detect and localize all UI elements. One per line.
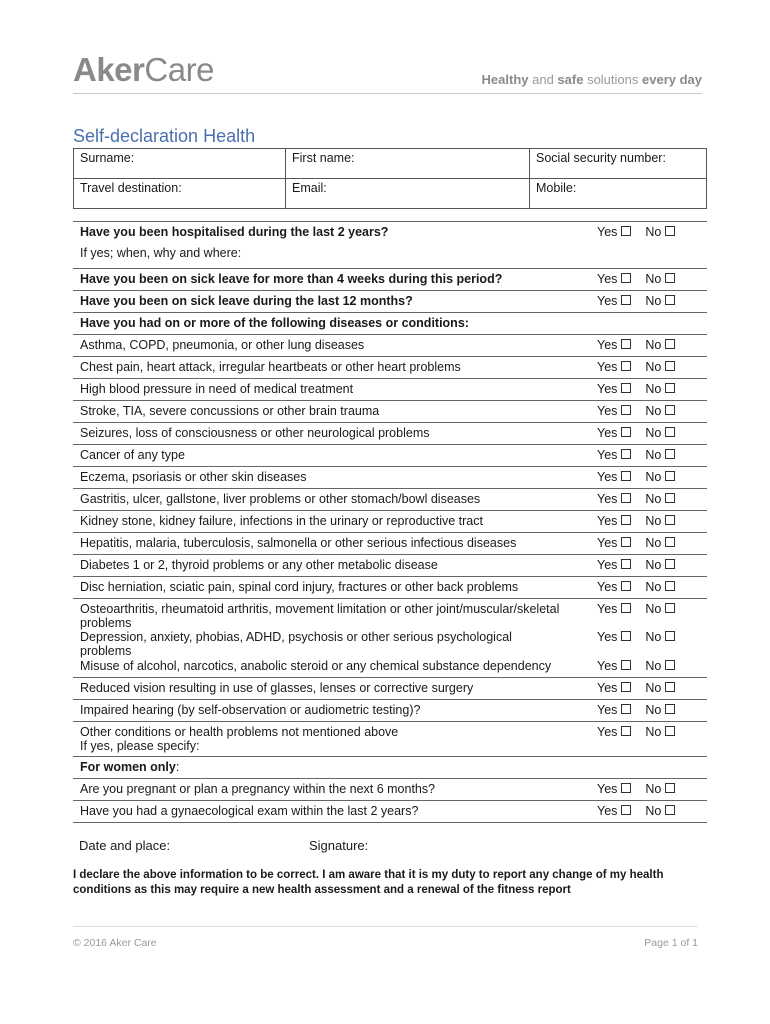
question-text bbox=[73, 533, 569, 554]
yes-label: Yes bbox=[597, 659, 618, 673]
yes-checkbox[interactable] bbox=[621, 805, 631, 815]
yes-label: Yes bbox=[597, 448, 618, 462]
yes-checkbox[interactable] bbox=[621, 471, 631, 481]
answer-cell bbox=[569, 757, 707, 778]
no-checkbox[interactable] bbox=[665, 493, 675, 503]
question-row bbox=[73, 533, 707, 555]
question-label: Impaired hearing (by self-observation or audiometric testing)? bbox=[80, 703, 421, 717]
question-text bbox=[73, 511, 569, 532]
question-label: Are you pregnant or plan a pregnancy within the next 6 months? bbox=[80, 782, 436, 796]
question-text bbox=[73, 678, 569, 699]
no-label: No bbox=[645, 725, 662, 739]
yes-checkbox[interactable] bbox=[621, 405, 631, 415]
question-label: Stroke, TIA, severe concussions or other brain trauma bbox=[80, 404, 380, 418]
yes-checkbox[interactable] bbox=[621, 515, 631, 525]
question-label: Gastritis, ulcer, gallstone, liver problems or other stomach/bowl diseases bbox=[80, 492, 481, 506]
question-row bbox=[73, 401, 707, 423]
no-label: No bbox=[645, 272, 662, 286]
question-label: Depression, anxiety, phobias, ADHD, psychosis or other serious psychological problems bbox=[80, 630, 512, 658]
yes-label: Yes bbox=[597, 630, 618, 644]
yes-checkbox[interactable] bbox=[621, 631, 631, 641]
question-text bbox=[73, 627, 569, 656]
question-text bbox=[73, 313, 569, 334]
yes-checkbox[interactable] bbox=[621, 427, 631, 437]
email-field[interactable] bbox=[286, 179, 530, 209]
no-checkbox[interactable] bbox=[665, 515, 675, 525]
yes-label: Yes bbox=[597, 804, 618, 818]
mobile-label: Mobile: bbox=[536, 181, 577, 195]
yes-label: Yes bbox=[597, 514, 618, 528]
answer-cell bbox=[569, 423, 707, 444]
page-number: Page 1 of 1 bbox=[644, 937, 698, 949]
yes-label: Yes bbox=[597, 338, 618, 352]
answer-cell bbox=[569, 357, 707, 378]
no-checkbox[interactable] bbox=[665, 405, 675, 415]
question-label: For women only bbox=[80, 760, 176, 774]
no-checkbox[interactable] bbox=[665, 471, 675, 481]
question-label: Have you had a gynaecological exam within the last 2 years? bbox=[80, 804, 419, 818]
question-text bbox=[73, 489, 569, 510]
answer-cell bbox=[569, 599, 707, 627]
question-label: Other conditions or health problems not mentioned above bbox=[80, 725, 399, 739]
question-label: Reduced vision resulting in use of glasses, lenses or corrective surgery bbox=[80, 681, 474, 695]
question-row bbox=[73, 577, 707, 599]
question-label: Disc herniation, sciatic pain, spinal cord injury, fractures or other back problems bbox=[80, 580, 519, 594]
no-checkbox[interactable] bbox=[665, 682, 675, 692]
question-label: Have you had on or more of the following diseases or conditions: bbox=[80, 316, 469, 330]
no-label: No bbox=[645, 804, 662, 818]
question-label: Have you been on sick leave for more than 4 weeks during this period? bbox=[80, 272, 503, 286]
question-row bbox=[73, 357, 707, 379]
no-checkbox[interactable] bbox=[665, 783, 675, 793]
yes-label: Yes bbox=[597, 404, 618, 418]
answer-cell bbox=[569, 489, 707, 510]
tagline-and: and bbox=[528, 72, 558, 87]
answer-cell bbox=[569, 533, 707, 554]
question-row bbox=[73, 313, 707, 335]
no-label: No bbox=[645, 492, 662, 506]
declaration-text: I declare the above information to be correct. I am aware that it is my duty to report any change of my health conditions as this may require a new health assessment and a renewal of the fitness report bbox=[73, 869, 664, 896]
tagline-safe: safe bbox=[557, 72, 584, 87]
yes-checkbox[interactable] bbox=[621, 383, 631, 393]
no-label: No bbox=[645, 404, 662, 418]
question-row bbox=[73, 700, 707, 722]
yes-checkbox[interactable] bbox=[621, 603, 631, 613]
question-text bbox=[73, 700, 569, 721]
first-name-label: First name: bbox=[292, 151, 355, 165]
question-text bbox=[73, 335, 569, 356]
tagline-every-day: every day bbox=[642, 72, 702, 87]
question-label: Hepatitis, malaria, tuberculosis, salmonella or other serious infectious diseases bbox=[80, 536, 517, 550]
yes-label: Yes bbox=[597, 470, 618, 484]
no-label: No bbox=[645, 448, 662, 462]
no-label: No bbox=[645, 558, 662, 572]
answer-cell bbox=[569, 401, 707, 422]
no-label: No bbox=[645, 470, 662, 484]
no-checkbox[interactable] bbox=[665, 427, 675, 437]
question-text bbox=[73, 269, 569, 290]
question-text bbox=[73, 722, 569, 756]
yes-label: Yes bbox=[597, 782, 618, 796]
question-text bbox=[73, 779, 569, 800]
question-row bbox=[73, 656, 707, 678]
question-label: Chest pain, heart attack, irregular heartbeats or other heart problems bbox=[80, 360, 461, 374]
answer-cell bbox=[569, 779, 707, 800]
no-checkbox[interactable] bbox=[665, 449, 675, 459]
question-row bbox=[73, 379, 707, 401]
no-label: No bbox=[645, 294, 662, 308]
answer-cell bbox=[569, 627, 707, 656]
ssn-label: Social security number: bbox=[536, 151, 666, 165]
no-checkbox[interactable] bbox=[665, 226, 675, 236]
question-row bbox=[73, 511, 707, 533]
yes-checkbox[interactable] bbox=[621, 339, 631, 349]
question-label: Have you been on sick leave during the last 12 months? bbox=[80, 294, 413, 308]
question-text bbox=[73, 599, 569, 630]
no-checkbox[interactable] bbox=[665, 631, 675, 641]
answer-cell bbox=[569, 222, 707, 243]
surname-field[interactable] bbox=[74, 149, 286, 179]
question-text bbox=[73, 379, 569, 400]
no-checkbox[interactable] bbox=[665, 383, 675, 393]
answer-cell bbox=[569, 678, 707, 699]
question-label: Asthma, COPD, pneumonia, or other lung diseases bbox=[80, 338, 365, 352]
question-text bbox=[73, 801, 569, 822]
no-checkbox[interactable] bbox=[665, 559, 675, 569]
logo-bold-text: Aker bbox=[73, 51, 145, 88]
question-row bbox=[73, 221, 707, 243]
yes-label: Yes bbox=[597, 360, 618, 374]
first-name-field[interactable] bbox=[286, 149, 530, 179]
logo-light-text: Care bbox=[144, 51, 214, 88]
yes-checkbox[interactable] bbox=[621, 537, 631, 547]
no-checkbox[interactable] bbox=[665, 660, 675, 670]
header-divider bbox=[73, 93, 702, 94]
question-text bbox=[73, 577, 569, 598]
question-label: Have you been hospitalised during the last 2 years? bbox=[80, 225, 389, 239]
answer-cell bbox=[569, 555, 707, 576]
no-checkbox[interactable] bbox=[665, 273, 675, 283]
question-label: Eczema, psoriasis or other skin diseases bbox=[80, 470, 307, 484]
answer-cell bbox=[569, 467, 707, 488]
question-label: Kidney stone, kidney failure, infections in the urinary or reproductive tract bbox=[80, 514, 483, 528]
tagline-healthy: Healthy bbox=[481, 72, 529, 87]
signature-label: Signature: bbox=[309, 838, 369, 853]
no-checkbox[interactable] bbox=[665, 295, 675, 305]
yes-label: Yes bbox=[597, 426, 618, 440]
question-sublabel: If yes, please specify: bbox=[80, 739, 200, 753]
question-text bbox=[73, 401, 569, 422]
yes-checkbox[interactable] bbox=[621, 660, 631, 670]
question-row bbox=[73, 678, 707, 700]
no-label: No bbox=[645, 681, 662, 695]
question-text bbox=[73, 222, 569, 243]
yes-label: Yes bbox=[597, 602, 618, 616]
question-row bbox=[73, 489, 707, 511]
yes-label: Yes bbox=[597, 382, 618, 396]
yes-checkbox[interactable] bbox=[621, 559, 631, 569]
question-row bbox=[73, 335, 707, 357]
no-checkbox[interactable] bbox=[665, 361, 675, 371]
yes-label: Yes bbox=[597, 703, 618, 717]
no-checkbox[interactable] bbox=[665, 603, 675, 613]
date-place-label: Date and place: bbox=[79, 838, 171, 853]
footer-divider bbox=[73, 926, 698, 927]
question-label: If yes; when, why and where: bbox=[80, 246, 242, 260]
question-text bbox=[73, 357, 569, 378]
answer-cell bbox=[569, 243, 707, 268]
answer-cell bbox=[569, 656, 707, 677]
no-label: No bbox=[645, 659, 662, 673]
travel-destination-field[interactable] bbox=[74, 179, 286, 209]
yes-checkbox[interactable] bbox=[621, 449, 631, 459]
answer-cell bbox=[569, 313, 707, 334]
question-suffix: : bbox=[175, 760, 180, 774]
question-text bbox=[73, 445, 569, 466]
answer-cell bbox=[569, 335, 707, 356]
question-label: Seizures, loss of consciousness or other neurological problems bbox=[80, 426, 430, 440]
no-label: No bbox=[645, 630, 662, 644]
question-row bbox=[73, 445, 707, 467]
yes-checkbox[interactable] bbox=[621, 726, 631, 736]
answer-cell bbox=[569, 269, 707, 290]
question-row bbox=[73, 757, 707, 779]
question-row bbox=[73, 599, 707, 630]
email-label: Email: bbox=[292, 181, 327, 195]
answer-cell bbox=[569, 445, 707, 466]
question-row bbox=[73, 722, 707, 757]
question-label: Diabetes 1 or 2, thyroid problems or any other metabolic disease bbox=[80, 558, 438, 572]
yes-label: Yes bbox=[597, 681, 618, 695]
question-text bbox=[73, 291, 569, 312]
yes-checkbox[interactable] bbox=[621, 226, 631, 236]
yes-checkbox[interactable] bbox=[621, 682, 631, 692]
no-label: No bbox=[645, 338, 662, 352]
question-row bbox=[73, 291, 707, 313]
no-label: No bbox=[645, 382, 662, 396]
no-label: No bbox=[645, 360, 662, 374]
yes-label: Yes bbox=[597, 536, 618, 550]
health-questions-table bbox=[73, 221, 707, 823]
answer-cell bbox=[569, 722, 707, 756]
travel-destination-label: Travel destination: bbox=[80, 181, 182, 195]
question-text bbox=[73, 555, 569, 576]
answer-cell bbox=[569, 291, 707, 312]
yes-label: Yes bbox=[597, 225, 618, 239]
question-row bbox=[73, 467, 707, 489]
yes-checkbox[interactable] bbox=[621, 704, 631, 714]
question-text bbox=[73, 243, 569, 268]
copyright-text: © 2016 Aker Care bbox=[73, 937, 157, 949]
question-text bbox=[73, 656, 569, 677]
mobile-field[interactable] bbox=[530, 179, 707, 209]
question-row bbox=[73, 269, 707, 291]
personal-info-table bbox=[73, 148, 707, 209]
no-checkbox[interactable] bbox=[665, 805, 675, 815]
tagline-solutions: solutions bbox=[583, 72, 642, 87]
question-label: Cancer of any type bbox=[80, 448, 185, 462]
answer-cell bbox=[569, 577, 707, 598]
no-checkbox[interactable] bbox=[665, 339, 675, 349]
no-label: No bbox=[645, 426, 662, 440]
question-row bbox=[73, 801, 707, 823]
no-checkbox[interactable] bbox=[665, 704, 675, 714]
answer-cell bbox=[569, 700, 707, 721]
question-label: High blood pressure in need of medical treatment bbox=[80, 382, 354, 396]
question-label: Misuse of alcohol, narcotics, anabolic steroid or any chemical substance dependency bbox=[80, 659, 552, 673]
no-label: No bbox=[645, 580, 662, 594]
question-row bbox=[73, 627, 707, 656]
yes-checkbox[interactable] bbox=[621, 581, 631, 591]
akercare-logo bbox=[73, 50, 214, 90]
yes-label: Yes bbox=[597, 492, 618, 506]
no-label: No bbox=[645, 225, 662, 239]
yes-label: Yes bbox=[597, 294, 618, 308]
ssn-field[interactable] bbox=[530, 149, 707, 179]
yes-checkbox[interactable] bbox=[621, 493, 631, 503]
yes-checkbox[interactable] bbox=[621, 273, 631, 283]
yes-label: Yes bbox=[597, 725, 618, 739]
question-text bbox=[73, 757, 569, 778]
answer-cell bbox=[569, 511, 707, 532]
no-label: No bbox=[645, 703, 662, 717]
tagline bbox=[482, 72, 702, 87]
question-text bbox=[73, 467, 569, 488]
yes-checkbox[interactable] bbox=[621, 361, 631, 371]
surname-label: Surname: bbox=[80, 151, 135, 165]
yes-label: Yes bbox=[597, 558, 618, 572]
no-checkbox[interactable] bbox=[665, 581, 675, 591]
answer-cell bbox=[569, 379, 707, 400]
yes-label: Yes bbox=[597, 580, 618, 594]
question-text bbox=[73, 423, 569, 444]
yes-checkbox[interactable] bbox=[621, 295, 631, 305]
question-label: Osteoarthritis, rheumatoid arthritis, movement limitation or other joint/muscular/skeletal problems bbox=[80, 602, 560, 630]
answer-cell bbox=[569, 801, 707, 822]
no-label: No bbox=[645, 536, 662, 550]
question-row bbox=[73, 243, 707, 269]
question-row bbox=[73, 779, 707, 801]
yes-checkbox[interactable] bbox=[621, 783, 631, 793]
no-label: No bbox=[645, 782, 662, 796]
no-checkbox[interactable] bbox=[665, 537, 675, 547]
no-checkbox[interactable] bbox=[665, 726, 675, 736]
question-row bbox=[73, 555, 707, 577]
no-label: No bbox=[645, 602, 662, 616]
question-row bbox=[73, 423, 707, 445]
yes-label: Yes bbox=[597, 272, 618, 286]
page-title: Self-declaration Health bbox=[73, 126, 256, 146]
no-label: No bbox=[645, 514, 662, 528]
